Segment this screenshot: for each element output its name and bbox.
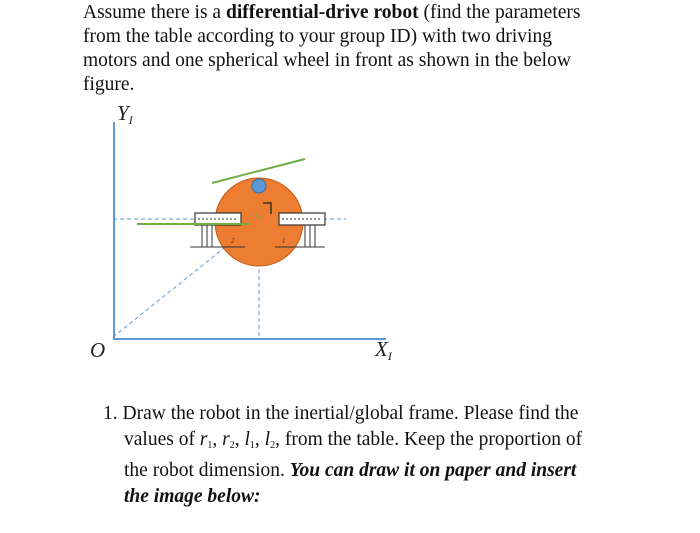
question-line-1 <box>103 401 623 427</box>
variable-r2: $r_2$ <box>222 428 235 451</box>
origin-label: O <box>90 338 106 362</box>
question-line-2: values of $r_1$, $r_2$, $l_1$, $l_2$, from the table. Keep the proportion of <box>124 428 583 451</box>
question-line-4 <box>103 484 623 510</box>
wheel-label-right: 1 <box>282 237 286 245</box>
question-text-2-post: from the table. Keep the proportion of <box>284 428 583 450</box>
caster-wheel <box>252 179 266 193</box>
intro-bold-term: differential-drive robot <box>225 2 419 23</box>
intro-line-1-post: (find the parameters <box>418 2 581 23</box>
variable-r1: $r_1$ <box>199 428 213 451</box>
question-text-3-pre: the robot dimension. <box>124 460 290 481</box>
question-1 <box>103 401 623 509</box>
wheel-label-left: 2 <box>231 237 235 245</box>
question-text-2-pre: values of <box>124 428 200 450</box>
x-axis-subscript: I <box>387 349 392 363</box>
question-bold-instruction-end: the image below: <box>124 485 261 507</box>
question-number: 1. <box>103 403 118 424</box>
question-line-3 <box>103 458 623 484</box>
x-axis-label: XI <box>375 337 392 363</box>
intro-line-2: from the table according to your group ID) with two driving <box>83 26 552 47</box>
intro-line-4: figure. <box>83 74 135 95</box>
question-bold-instruction: You can draw it on paper and insert <box>289 460 577 481</box>
y-axis-label: YI <box>117 101 133 127</box>
variable-l1: $l_1$ <box>244 428 255 451</box>
variable-l2: $l_2$ <box>264 428 276 451</box>
question-text-1: Draw the robot in the inertial/global frame. Please find the <box>122 403 579 424</box>
y-axis-subscript: I <box>128 113 133 127</box>
intro-line-1-pre: Assume there is a <box>83 2 226 23</box>
intro-line-3: motors and one spherical wheel in front as shown in the below <box>83 50 571 71</box>
